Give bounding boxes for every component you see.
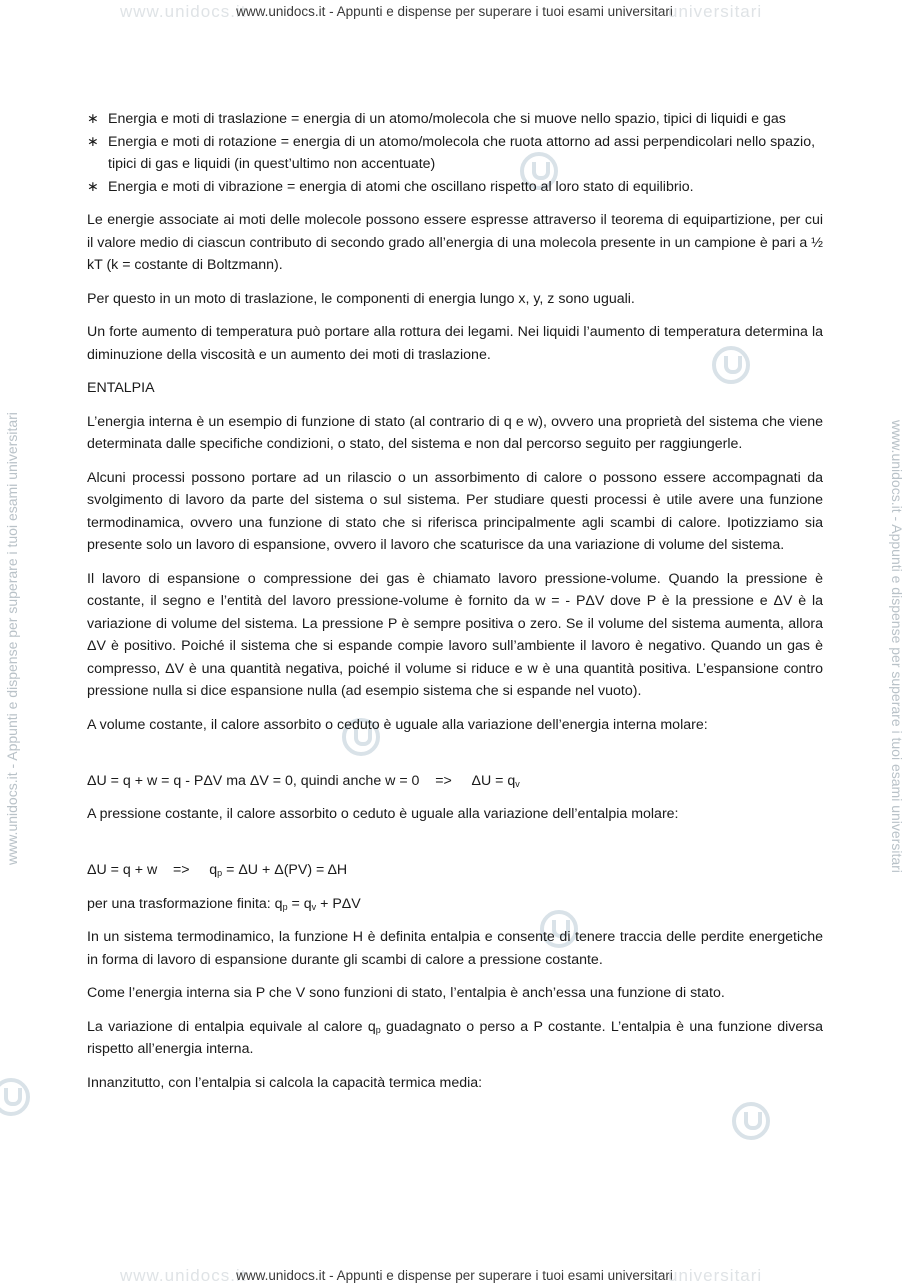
paragraph-processes: Alcuni processi possono portare ad un rilascio o un assorbimento di calore o possono essere accompagnati da svolgimento di lavoro da parte del sistema o sul sistema. Per studiare questi processi è utile avere una funzione termodinamica, ovvero una funzione di stato che si riferisca principalmente agli scambi di calore. Ipotizziamo sia presente solo un lavoro di espansione, ovvero il lavoro che scaturisce da una variazione di volume del sistema. — [87, 469, 823, 553]
header-watermark-text: www.unidocs.it - Appunti e dispense per superare i tuoi esami universitari — [236, 4, 673, 19]
section-heading: ENTALPIA — [87, 380, 155, 396]
footer-ghost-left: www.unidocs.it — [120, 1266, 247, 1285]
equation-enthalpy — [87, 837, 823, 882]
paragraph-translation: Per questo in un moto di traslazione, le componenti di energia lungo x, y, z sono uguali. — [87, 290, 635, 307]
bullet-item: ∗ Energia e moti di vibrazione = energia di atomi che oscillano rispetto al loro stato di equilibrio. — [87, 176, 823, 199]
paragraph-enthalpy-variation — [87, 1016, 823, 1061]
watermark-logo-icon — [0, 1078, 30, 1116]
bullet-item: ∗ Energia e moti di rotazione = energia di un atomo/molecola che ruota attorno ad assi perpendicolari nello spazio, tipici di gas e liquidi (in quest’ultimo non accentuate) — [87, 131, 823, 176]
paragraph-constant-pressure: A pressione costante, il calore assorbito o ceduto è uguale alla variazione dell’entalpia molare: — [87, 806, 679, 822]
equation-text: = ΔU + Δ(PV) = ΔH — [222, 862, 348, 878]
paragraph-temperature: Un forte aumento di temperatura può portare alla rottura dei legami. Nei liquidi l’aumento di temperatura determina la diminuzione della viscosità e un aumento dei moti di traslazione. — [87, 324, 823, 363]
paragraph-pressure-volume: Il lavoro di espansione o compressione dei gas è chiamato lavoro pressione-volume. Quando la pressione è costante, il segno e l’entità del lavoro pressione-volume è fornito da w = - PΔV dove P è la pressione e ΔV è la variazione di volume del sistema. La pressione P è sempre positiva o zero. Se il volume del sistema aumenta, allora ΔV è positivo. Poiché il sistema che si espande compie lavoro sull’ambiente il lavoro è negativo. Quando un gas è compresso, ΔV è una quantità negativa, poiché il volume si riduce e w è una quantità positiva. L’espansione contro pressione nulla si dice espansione nulla (ad esempio sistema che si espande nel vuoto). — [87, 570, 823, 699]
header-watermark — [0, 4, 909, 19]
paragraph-equipartition: Le energie associate ai moti delle molecole possono essere espresse attraverso il teorema di equipartizione, per cui il valore medio di ciascun contributo di secondo grado all’energia di una molecola presente in un campione è pari a ½ kT (k = costante di Boltzmann). — [87, 212, 823, 273]
subscript: p — [375, 1024, 381, 1035]
paragraph-text: guadagnato o perso a P costante. L’entalpia è una funzione diversa rispetto all’energia interna. — [87, 1018, 823, 1057]
subscript: v — [515, 778, 520, 789]
bullet-item: ∗ Energia e moti di traslazione = energia di un atomo/molecola che si muove nello spazio, tipici di liquidi e gas — [87, 108, 823, 131]
paragraph-heat-capacity: Innanzitutto, con l’entalpia si calcola la capacità termica media: — [87, 1074, 483, 1091]
bullet-list — [87, 108, 823, 198]
footer-watermark — [0, 1268, 909, 1283]
subscript: v — [311, 901, 317, 912]
subscript: p — [217, 868, 223, 878]
paragraph-state-functions: Come l’energia interna sia P che V sono funzioni di stato, l’entalpia è anch’essa una funzione di stato. — [87, 985, 725, 1001]
equation-constant-volume — [87, 747, 823, 792]
subscript: p — [282, 901, 288, 912]
header-ghost-left: www.unidocs.it — [120, 2, 247, 21]
footer-ghost-right: universitari — [668, 1266, 763, 1285]
paragraph-state-function: L’energia interna è un esempio di funzione di stato (al contrario di q e w), ovvero una proprietà del sistema che viene determinata dalle specifiche condizioni, o stato, del sistema e non dal percorso seguito per raggiungerle. — [87, 413, 823, 452]
equation-text: = q — [287, 895, 312, 912]
equation-text: ΔU = q + w = q - PΔV ma ΔV = 0, quindi anche w = 0 => ΔU = q — [87, 772, 516, 789]
equation-text: ΔU = q + w => q — [87, 862, 218, 878]
paragraph-enthalpy-definition: In un sistema termodinamico, la funzione H è definita entalpia e consente di tenere traccia delle perdite energetiche in forma di lavoro di espansione durante gli scambi di calore a pressione costante. — [87, 929, 823, 968]
document-body — [87, 108, 823, 1105]
paragraph-text: La variazione di entalpia equivale al calore q — [87, 1018, 376, 1035]
equation-text: per una trasformazione finita: q — [87, 895, 283, 912]
paragraph-constant-volume: A volume costante, il calore assorbito o ceduto è uguale alla variazione dell’energia interna molare: — [87, 716, 708, 733]
equation-text: + PΔV — [316, 895, 361, 912]
left-side-watermark: www.unidocs.it - Appunti e dispense per superare i tuoi esami universitari — [4, 412, 20, 865]
footer-watermark-text: www.unidocs.it - Appunti e dispense per superare i tuoi esami universitari — [236, 1268, 673, 1283]
watermark-logo-icon — [732, 1102, 770, 1140]
equation-finite-transformation — [87, 893, 823, 916]
right-side-watermark: www.unidocs.it - Appunti e dispense per superare i tuoi esami universitari — [889, 420, 905, 873]
header-ghost-right: universitari — [668, 2, 763, 21]
